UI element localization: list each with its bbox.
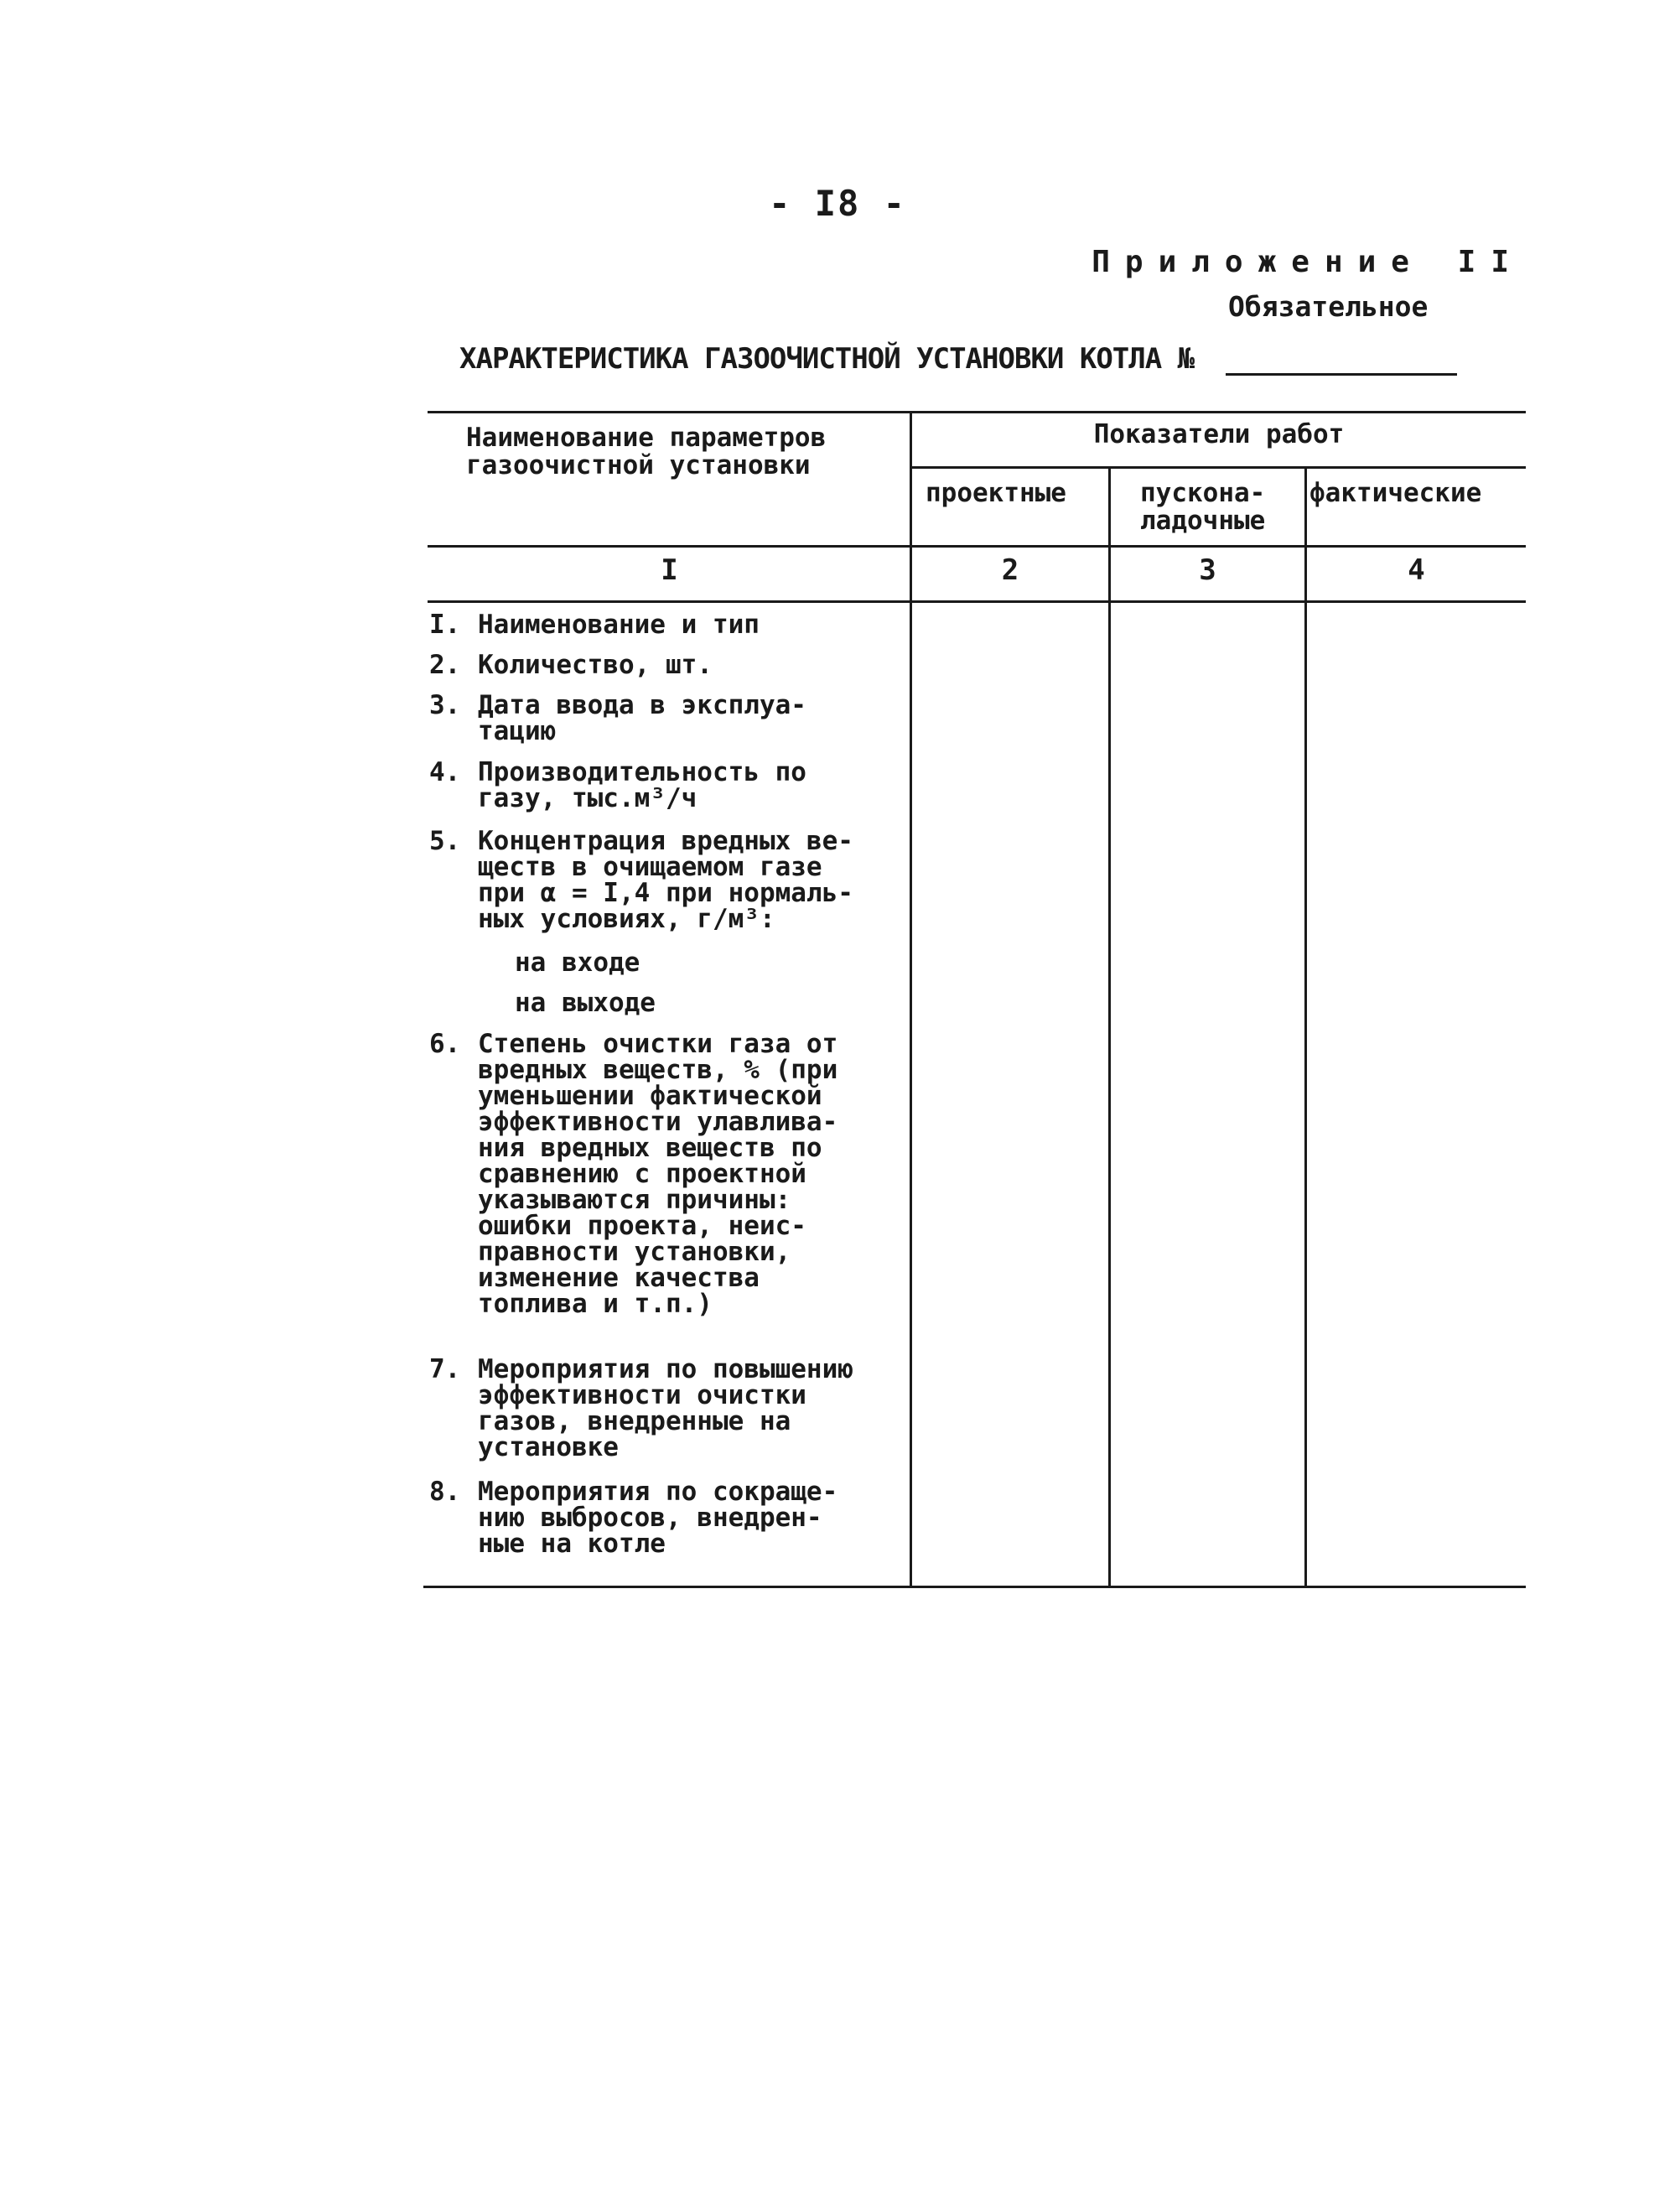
row-number: 8. — [429, 1477, 461, 1507]
row-label: Степень очистки газа от вредных веществ, % (при уменьшении фактической эффективности улавлива- ния вредных веществ по сравнению с проектной указываются причины: ошибки проекта, неис- правности установки, изменение качества топлива и т.п.) — [478, 1029, 838, 1319]
row-number: 6. — [429, 1029, 461, 1059]
actual-header: фактические — [1309, 478, 1482, 508]
header-bottom-rule — [428, 545, 1526, 548]
row-label: Мероприятия по сокраще- нию выбросов, внедрен- ные на котле — [478, 1477, 838, 1559]
row-number: I. — [429, 610, 461, 640]
design-header: проектные — [926, 478, 1066, 508]
parameter-name-header: Наименование параметров газоочистной установки — [466, 423, 827, 480]
document-title: ХАРАКТЕРИСТИКА ГАЗООЧИСТНОЙ УСТАНОВКИ КОТЛА № — [459, 342, 1195, 376]
group-header-rule — [912, 466, 1526, 469]
row-number: 4. — [429, 757, 461, 787]
row-number: 2. — [429, 650, 461, 680]
column-number: 2 — [1001, 553, 1019, 587]
boiler-number-blank — [1226, 373, 1457, 376]
row-label: Наименование и тип — [478, 610, 760, 640]
appendix-note: Обязательное — [1228, 290, 1429, 323]
row-number: 3. — [429, 690, 461, 720]
table-top-rule — [428, 411, 1526, 413]
page-number: - I8 - — [769, 183, 906, 224]
outlet-sub-item: на выходе — [515, 988, 656, 1018]
column-number: 3 — [1199, 553, 1216, 587]
row-number: 5. — [429, 826, 461, 856]
column-number: I — [661, 553, 678, 587]
row-label: Количество, шт. — [478, 650, 713, 680]
performance-group-header: Показатели работ — [1093, 419, 1345, 449]
row-label: Мероприятия по повышению эффективности очистки газов, внедренные на установке — [478, 1354, 853, 1462]
column-number-rule — [428, 600, 1526, 603]
row-label: Производительность по газу, тыс.м³/ч — [478, 757, 806, 813]
column-divider-2 — [1108, 466, 1111, 1586]
inlet-sub-item: на входе — [515, 948, 640, 978]
table-bottom-rule — [423, 1586, 1526, 1588]
commissioning-header: пускона- ладочные — [1140, 478, 1266, 536]
row-label: Дата ввода в эксплуа- тацию — [478, 690, 806, 746]
appendix-label: Приложение II — [1092, 245, 1524, 279]
row-label: Концентрация вредных ве- ществ в очищаемом газе при α = I,4 при нормаль- ных условиях, г/м³: — [478, 826, 853, 934]
column-divider-3 — [1304, 466, 1307, 1586]
row-number: 7. — [429, 1354, 461, 1384]
column-number: 4 — [1408, 553, 1425, 587]
